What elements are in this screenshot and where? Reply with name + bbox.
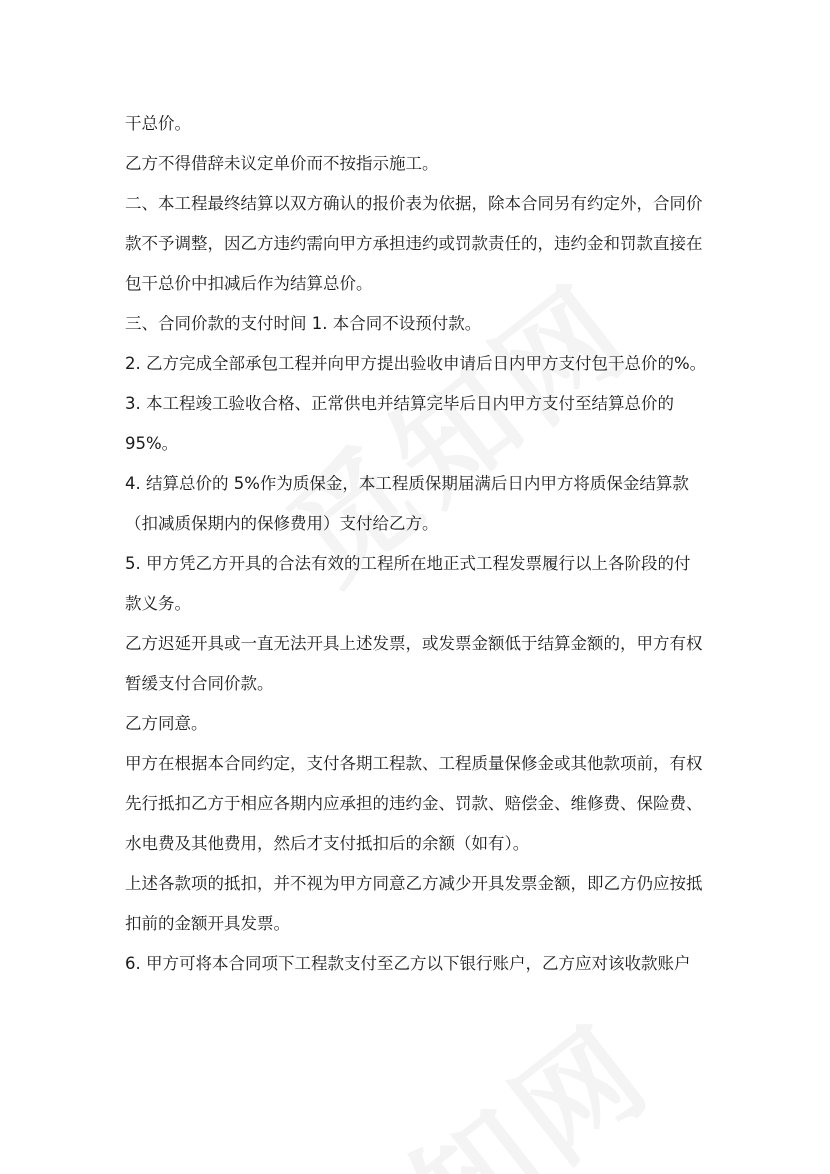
paragraph-line: 水电费及其他费用，然后才支付抵扣后的余额（如有）。	[125, 834, 530, 853]
paragraph-line: 甲方在根据本合同约定，支付各期工程款、工程质量保修金或其他款项前，有权	[125, 754, 703, 773]
paragraph-line: 乙方迟延开具或一直无法开具上述发票，或发票金额低于结算金额的，甲方有权	[125, 634, 703, 653]
paragraph-line: 款义务。	[125, 594, 191, 613]
paragraph-line: 干总价。	[125, 114, 191, 133]
paragraph-line: 三、合同价款的支付时间 1. 本合同不设预付款。	[125, 314, 482, 333]
paragraph-line: 95%。	[125, 434, 179, 453]
watermark	[268, 978, 681, 1174]
paragraph-line: 乙方不得借辞未议定单价而不按指示施工。	[125, 154, 439, 173]
paragraph-line: 先行抵扣乙方于相应各期内应承担的违约金、罚款、赔偿金、维修费、保险费、	[125, 794, 703, 813]
paragraph-line: 包干总价中扣减后作为结算总价。	[125, 274, 373, 293]
paragraph-line: 5. 甲方凭乙方开具的合法有效的工程所在地正式工程发票履行以上各阶段的付	[125, 554, 691, 573]
paragraph-line: 款不予调整，因乙方违约需向甲方承担违约或罚款责任的，违约金和罚款直接在	[125, 234, 703, 253]
paragraph-line: 扣前的金额开具发票。	[125, 914, 290, 933]
paragraph-line: 暂缓支付合同价款。	[125, 674, 274, 693]
paragraph-line: （扣减质保期内的保修费用）支付给乙方。	[125, 514, 439, 533]
paragraph-line: 二、本工程最终结算以双方确认的报价表为依据，除本合同另有约定外，合同价	[125, 194, 703, 213]
paragraph-line: 3. 本工程竣工验收合格、正常供电并结算完毕后日内甲方支付至结算总价的	[125, 394, 674, 413]
paragraph-line: 2. 乙方完成全部承包工程并向甲方提出验收申请后日内甲方支付包干总价的%。	[125, 354, 707, 373]
paragraph-line: 乙方同意。	[125, 714, 208, 733]
paragraph-line: 6. 甲方可将本合同项下工程款支付至乙方以下银行账户，乙方应对该收款账户	[125, 954, 691, 973]
paragraph-line: 上述各款项的抵扣，并不视为甲方同意乙方减少开具发票金额，即乙方仍应按抵	[125, 874, 703, 893]
paragraph-line: 4. 结算总价的 5%作为质保金，本工程质保期届满后日内甲方将质保金结算款	[125, 474, 689, 493]
document-body	[125, 104, 715, 984]
